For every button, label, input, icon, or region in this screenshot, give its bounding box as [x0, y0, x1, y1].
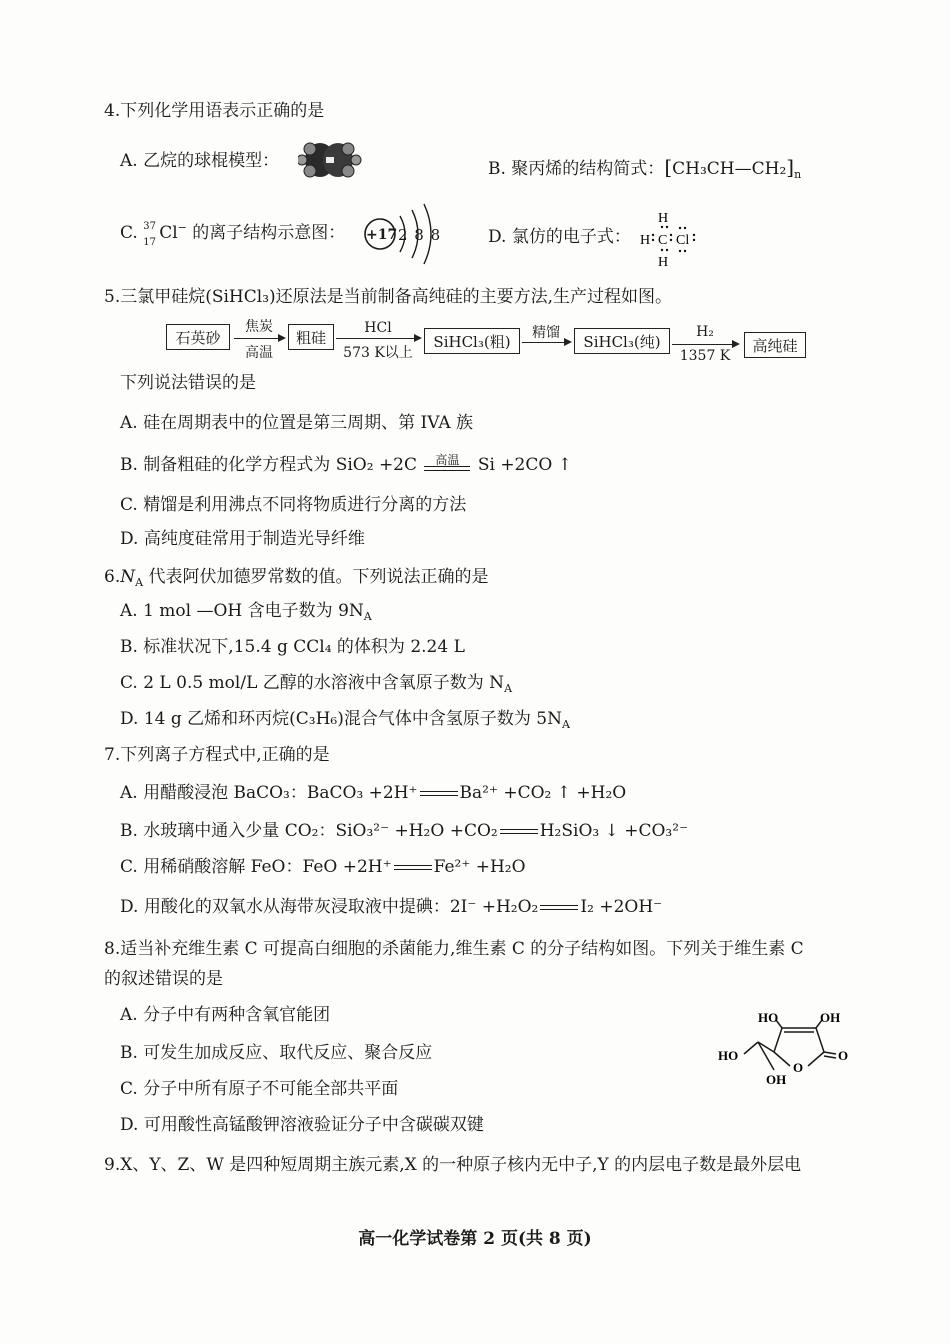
q4-option-d: D. 氯仿的电子式：	[488, 227, 631, 247]
q6-option-c: C. 2 L 0.5 mol/L 乙醇的水溶液中含氧原子数为 $N_A$	[120, 673, 513, 695]
q7-b-rhs: H₂SiO₃ ↓ +CO₃²⁻	[539, 821, 689, 841]
polymer-n: n	[794, 168, 802, 181]
q8-option-b: B. 可发生加成反应、取代反应、聚合反应	[120, 1043, 433, 1063]
q5-option-b	[120, 454, 572, 477]
q7-stem: 7.下列离子方程式中,正确的是	[104, 745, 330, 765]
flow-arrow2-top: HCl	[364, 320, 392, 336]
q4-option-c-text: 的离子结构示意图：	[192, 223, 346, 243]
svg-text:H: H	[658, 211, 669, 226]
q6-option-a-text: A. 1 mol —OH 含电子数为 9N	[120, 601, 364, 621]
chloroform-electron-formula	[640, 208, 700, 268]
flow-arrow-4	[672, 344, 738, 345]
q7-c-lhs: C. 用稀硝酸溶解 FeO：FeO +2H⁺	[120, 857, 392, 877]
q4-option-c-prefix: C.	[120, 223, 144, 243]
q4-option-b: B. 聚丙烯的结构简式：$[CH_3CH—CH_2]_n$	[488, 155, 802, 181]
q6-option-b: B. 标准状况下,15.4 g CCl₄ 的体积为 2.24 L	[120, 637, 465, 657]
q4-option-a-label: A. 乙烷的球棍模型：	[120, 151, 280, 171]
flow-arrow-1	[234, 338, 284, 339]
q7-option-d	[120, 896, 662, 918]
isotope-mass-number: 37	[143, 221, 156, 232]
q4-option-a	[120, 150, 279, 172]
q4-option-c	[120, 221, 346, 248]
struct-ring-oxygen: O	[793, 1060, 804, 1075]
q8-option-a: A. 分子中有两种含氧官能团	[120, 1005, 331, 1025]
flow-arrow4-top: H₂	[696, 324, 714, 340]
q6-option-d: D. 14 g 乙烯和环丙烷(C₃H₆)混合气体中含氢原子数为 $5N_A$	[120, 709, 570, 731]
svg-text:H: H	[640, 233, 651, 248]
equals-sign	[392, 863, 434, 873]
high-temp-equation-sign	[422, 452, 472, 477]
q7-b-lhs: B. 水玻璃中通入少量 CO₂：SiO₃²⁻ +H₂O +CO₂	[120, 821, 498, 841]
flow-arrow3-top: 精馏	[532, 325, 560, 341]
equals-sign	[538, 903, 580, 913]
flow-arrow1-bottom: 高温	[245, 345, 273, 361]
flow-arrow-3	[522, 342, 570, 343]
electron-shells: 2 8 8	[398, 226, 441, 244]
q5-option-a: A. 硅在周期表中的位置是第三周期、第 IVA 族	[120, 413, 474, 433]
q7-option-c	[120, 856, 526, 878]
flow-box-crude-sihcl3: SiHCl₃(粗)	[424, 328, 520, 354]
struct-ho-top: HO	[758, 1010, 779, 1025]
q5-prompt: 下列说法错误的是	[120, 373, 256, 393]
chlorine-symbol: Cl	[159, 223, 178, 243]
flow-box-quartz-sand: 石英砂	[166, 324, 230, 350]
flow-arrow1-top: 焦炭	[245, 319, 273, 335]
struct-ho-left: HO	[718, 1048, 739, 1063]
q8-stem-line1: 8.适当补充维生素 C 可提高白细胞的杀菌能力,维生素 C 的分子结构如图。下列关于维生素 C	[104, 939, 804, 959]
q5-option-b-pre: B. 制备粗硅的化学方程式为 SiO₂ +2C	[120, 455, 423, 475]
ethane-ball-stick-model	[298, 139, 362, 181]
flow-arrow4-bottom: 1357 K	[679, 348, 731, 364]
flow-arrow-2	[336, 338, 420, 339]
page-footer: 高一化学试卷第 2 页(共 8 页)	[358, 1229, 592, 1249]
nucleus-charge: +17	[366, 227, 398, 243]
q7-a-rhs: Ba²⁺ +CO₂ ↑ +H₂O	[459, 783, 627, 803]
flow-box-pure-silicon: 高纯硅	[744, 332, 806, 358]
q4-option-b-label: B. 聚丙烯的结构简式：	[488, 159, 665, 179]
q6-option-a: A. 1 mol —OH 含电子数为 $9N_A$	[120, 601, 372, 623]
q6-stem: $6.N_A$ 代表阿伏加德罗常数的值。下列说法正确的是	[104, 567, 489, 589]
flow-box-crude-silicon: 粗硅	[288, 324, 334, 350]
q6-stem-text: 代表阿伏加德罗常数的值。下列说法正确的是	[143, 567, 489, 587]
svg-text:H: H	[658, 255, 669, 268]
vitamin-c-structure	[714, 1006, 864, 1096]
struct-carbonyl-oxygen: O	[838, 1048, 849, 1063]
q6-option-d-text: D. 14 g 乙烯和环丙烷(C₃H₆)混合气体中含氢原子数为 5N	[120, 709, 562, 729]
struct-oh-bottom: OH	[766, 1072, 787, 1087]
flow-arrow2-bottom: 573 K以上	[343, 345, 413, 361]
ion-charge: −	[177, 221, 187, 234]
q8-stem-line2: 的叙述错误的是	[104, 969, 223, 989]
q7-option-b	[120, 820, 688, 842]
reaction-condition: 高温	[435, 452, 460, 467]
q5-option-c: C. 精馏是利用沸点不同将物质进行分离的方法	[120, 495, 467, 515]
q5-option-d: D. 高纯度硅常用于制造光导纤维	[120, 529, 365, 549]
struct-oh-top: OH	[820, 1010, 841, 1025]
q7-a-lhs: A. 用醋酸浸泡 BaCO₃：BaCO₃ +2H⁺	[120, 783, 418, 803]
svg-text:C: C	[658, 233, 668, 248]
q7-d-lhs: D. 用酸化的双氧水从海带灰浸取液中提碘：2I⁻ +H₂O₂	[120, 897, 539, 917]
q9-stem: 9.X、Y、Z、W 是四种短周期主族元素,X 的一种原子核内无中子,Y 的内层电子数是最外层电	[104, 1155, 802, 1175]
isotope-atomic-number: 17	[143, 237, 156, 248]
polypropylene-formula: CH₃CH—CH₂	[672, 159, 787, 179]
q7-c-rhs: Fe²⁺ +H₂O	[433, 857, 526, 877]
equals-sign	[418, 789, 460, 799]
equals-sign	[498, 827, 540, 837]
q4-stem: 4.下列化学用语表示正确的是	[104, 101, 325, 121]
q7-option-a	[120, 782, 626, 804]
q5-option-b-post: Si +2CO ↑	[472, 455, 572, 475]
q8-option-c: C. 分子中所有原子不可能全部共平面	[120, 1079, 399, 1099]
svg-text:Cl: Cl	[676, 233, 690, 248]
q6-option-c-text: C. 2 L 0.5 mol/L 乙醇的水溶液中含氧原子数为 N	[120, 673, 505, 693]
q5-stem: 5.三氯甲硅烷(SiHCl₃)还原法是当前制备高纯硅的主要方法,生产过程如图。	[104, 287, 673, 307]
q8-option-d: D. 可用酸性高锰酸钾溶液验证分子中含碳碳双键	[120, 1115, 484, 1135]
q7-d-rhs: I₂ +2OH⁻	[580, 897, 663, 917]
flow-box-pure-sihcl3: SiHCl₃(纯)	[574, 328, 670, 354]
